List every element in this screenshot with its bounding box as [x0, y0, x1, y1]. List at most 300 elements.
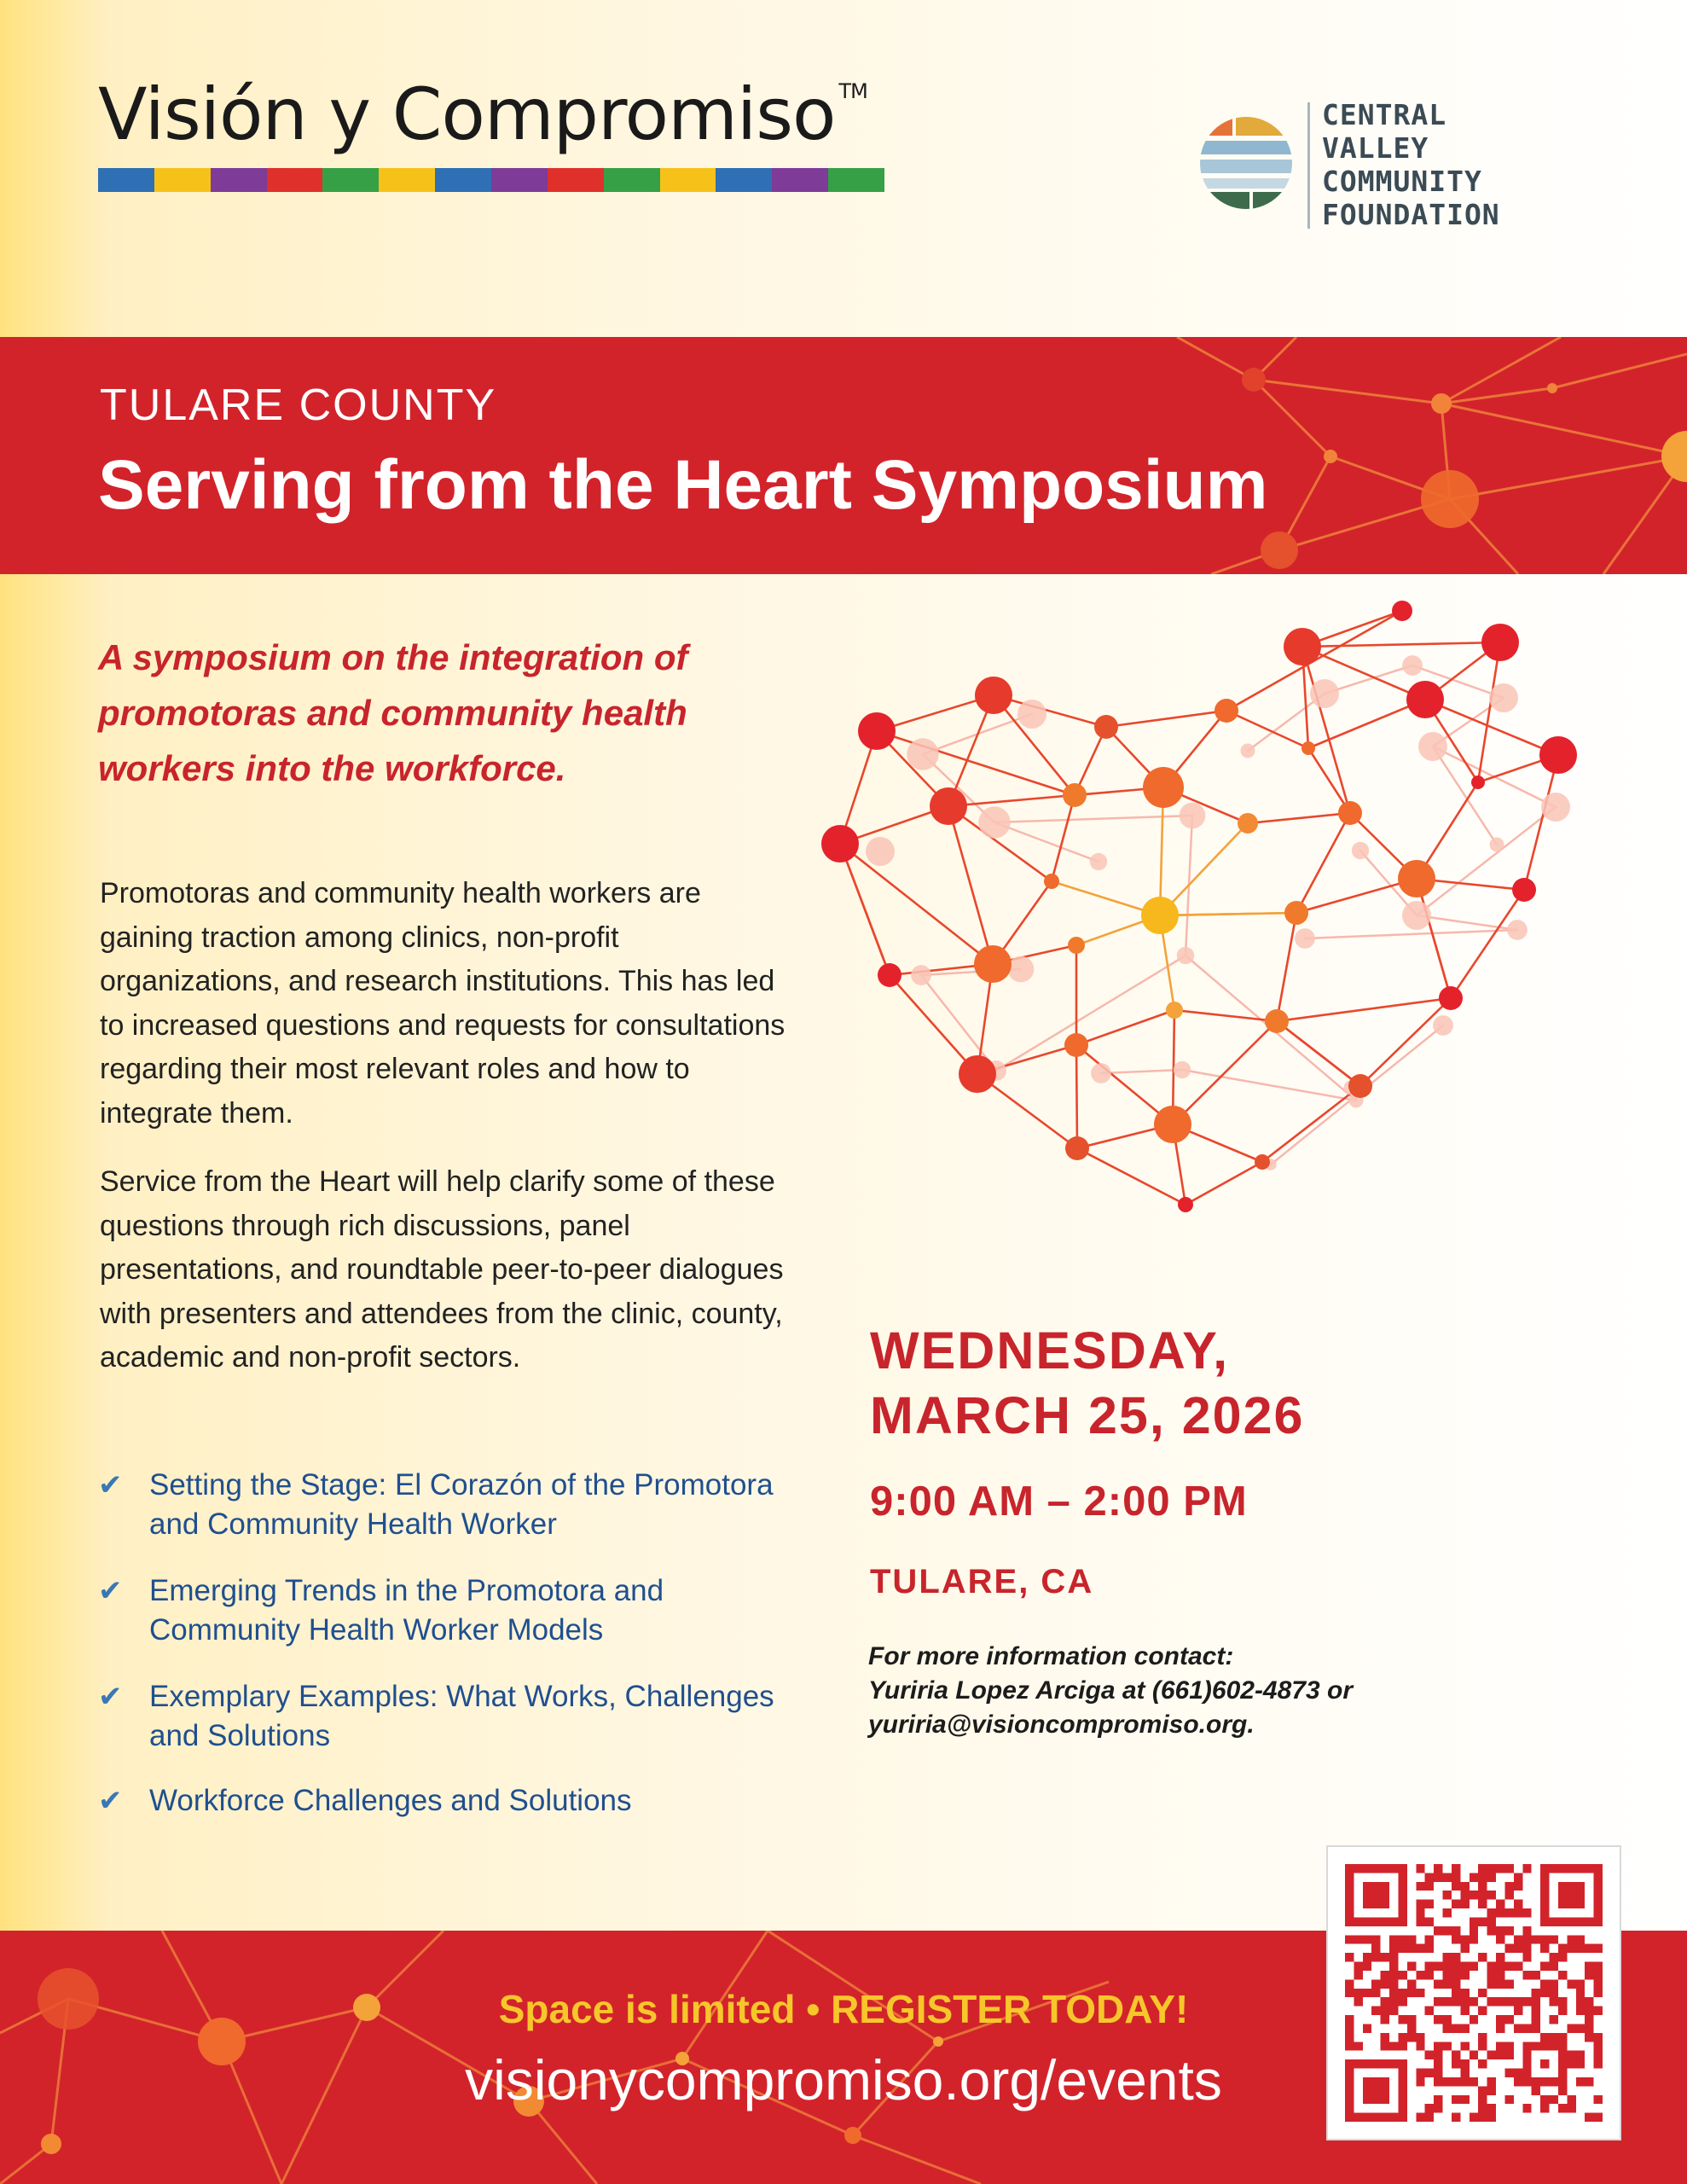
qr-module — [1567, 2095, 1575, 2104]
qr-module — [1532, 1989, 1540, 1997]
qr-module — [1585, 2024, 1593, 2032]
qr-module — [1567, 1944, 1575, 1953]
qr-module — [1594, 1944, 1603, 1953]
qr-module — [1504, 1944, 1513, 1953]
qr-module — [1407, 2015, 1416, 2024]
qr-module — [1487, 1971, 1496, 1979]
qr-module — [1550, 1989, 1558, 1997]
qr-module — [1478, 2033, 1487, 2042]
qr-module — [1443, 1891, 1452, 1899]
registration-url-text[interactable]: visionycompromiso.org/events — [465, 2048, 1222, 2111]
qr-module — [1567, 1935, 1575, 1943]
qr-module — [1443, 2077, 1452, 2086]
qr-module — [1532, 1997, 1540, 2006]
qr-module — [1470, 1997, 1478, 2006]
qr-module — [1425, 1882, 1434, 1891]
qr-module — [1443, 1908, 1452, 1917]
heart-network-link — [1076, 1010, 1174, 1045]
qr-module — [1532, 1935, 1540, 1943]
qr-module — [1558, 2033, 1567, 2042]
heart-network-link — [1277, 1021, 1360, 1086]
qr-module — [1540, 2104, 1549, 2112]
strip-segment — [772, 168, 828, 192]
topic-list — [98, 1466, 815, 1848]
qr-module — [1487, 1979, 1496, 1988]
qr-module — [1504, 1997, 1513, 2006]
qr-module — [1460, 1944, 1469, 1953]
register-cta-text: Space is limited • REGISTER TODAY! — [498, 1987, 1189, 2031]
qr-module — [1407, 2024, 1416, 2032]
qr-module — [1345, 1935, 1354, 1943]
qr-module — [1345, 2015, 1354, 2024]
checkmark-icon: ✔ — [98, 1469, 123, 1502]
qr-module — [1381, 2042, 1389, 2050]
strip-segment — [98, 168, 154, 192]
heart-network-node — [959, 1055, 996, 1093]
qr-module — [1576, 2007, 1585, 2015]
qr-module — [1496, 2024, 1504, 2032]
qr-module — [1487, 1891, 1496, 1899]
qr-module — [1460, 1882, 1469, 1891]
qr-module — [1460, 2059, 1469, 2068]
qr-module — [1487, 1997, 1496, 2006]
qr-module — [1550, 1997, 1558, 2006]
qr-module — [1487, 2077, 1496, 2086]
checkmark-icon: ✔ — [98, 1575, 123, 1607]
qr-module — [1381, 1997, 1389, 2006]
qr-module — [1514, 1900, 1522, 1908]
heart-network-link — [994, 822, 1099, 862]
heart-network-node — [1348, 1074, 1372, 1098]
qr-module — [1452, 1971, 1460, 1979]
qr-module — [1452, 1900, 1460, 1908]
heart-network-node — [1063, 783, 1087, 807]
heart-network-node — [1406, 681, 1444, 718]
qr-module — [1470, 2113, 1478, 2122]
qr-module — [1434, 1962, 1442, 1971]
qr-module — [1594, 1989, 1603, 1997]
qr-module — [1576, 2077, 1585, 2086]
qr-module — [1389, 1944, 1398, 1953]
qr-module — [1487, 2051, 1496, 2059]
qr-module — [1594, 2007, 1603, 2015]
qr-module — [1460, 2095, 1469, 2104]
qr-module — [1452, 1962, 1460, 1971]
heart-network-node — [1352, 842, 1369, 859]
org-logo-name: Visión y Compromiso — [98, 73, 836, 156]
qr-module — [1371, 1979, 1380, 1988]
heart-network-node — [1215, 699, 1238, 723]
qr-module — [1425, 1971, 1434, 1979]
heart-network-link — [1160, 823, 1248, 915]
qr-module — [1540, 1979, 1549, 1988]
heart-network-link — [1186, 1162, 1262, 1205]
qr-module — [1416, 2077, 1424, 2086]
heart-network-node — [1065, 1136, 1089, 1160]
heart-network-node — [1471, 775, 1485, 789]
heart-network-node — [1064, 1033, 1088, 1057]
heart-network-link — [1277, 998, 1451, 1021]
heart-network-node — [1310, 679, 1339, 708]
qr-module — [1381, 1979, 1389, 1988]
qr-module — [1558, 2104, 1567, 2112]
heart-network-illustration — [806, 589, 1591, 1220]
qr-module — [1407, 1962, 1416, 1971]
heart-network-node — [1090, 853, 1107, 870]
qr-module — [1425, 1962, 1434, 1971]
qr-module — [1585, 2113, 1593, 2122]
qr-module — [1496, 2042, 1504, 2050]
qr-module — [1460, 1891, 1469, 1899]
heart-network-node — [1091, 1063, 1111, 1083]
qr-module — [1522, 1953, 1531, 1961]
heart-network-node — [1481, 624, 1519, 661]
qr-module — [1452, 2059, 1460, 2068]
qr-module — [1425, 2069, 1434, 2077]
heart-network-link — [1296, 813, 1350, 913]
qr-module — [1434, 2059, 1442, 2068]
qr-module — [1434, 2095, 1442, 2104]
partner-line-2: VALLEY — [1322, 131, 1429, 165]
qr-module — [1434, 2042, 1442, 2050]
qr-module — [1470, 2077, 1478, 2086]
heart-network-node — [821, 825, 859, 863]
qr-module — [1478, 2042, 1487, 2050]
qr-module — [1532, 2015, 1540, 2024]
qr-module — [1514, 1935, 1522, 1943]
qr-module — [1416, 2033, 1424, 2042]
partner-logo — [1198, 98, 1557, 230]
qr-module — [1576, 1989, 1585, 1997]
qr-module — [1567, 1979, 1575, 1988]
qr-module — [1363, 1882, 1389, 1908]
event-day: MARCH 25, 2026 — [870, 1386, 1305, 1444]
description-paragraph-2: Service from the Heart will help clarify some of these questions through rich discussions, panel presentations, and roundtable peer-to-peer dialogues with presenters and attendees from the clinic, county, academic and non-profit sectors. — [100, 1165, 784, 1374]
qr-module — [1478, 2007, 1487, 2015]
qr-module — [1460, 2007, 1469, 2015]
qr-module — [1487, 1917, 1496, 1926]
contact-email[interactable]: yuriria@visioncompromiso.org. — [868, 1711, 1255, 1739]
qr-module — [1416, 1908, 1424, 1917]
qr-module — [1381, 1971, 1389, 1979]
heart-network-link — [1360, 998, 1451, 1086]
qr-module — [1504, 1882, 1513, 1891]
qr-module — [1496, 1997, 1504, 2006]
qr-module — [1514, 1962, 1522, 1971]
heart-network-node — [858, 712, 896, 750]
qr-module — [1576, 1997, 1585, 2006]
qr-module — [1576, 2024, 1585, 2032]
qr-module — [1345, 2024, 1354, 2032]
topic-item — [98, 1781, 815, 1821]
qr-module — [1470, 1935, 1478, 1943]
qr-module — [1354, 1997, 1362, 2006]
qr-module — [1504, 2051, 1513, 2059]
heart-network-node — [1178, 1197, 1193, 1212]
strip-segment — [267, 168, 323, 192]
qr-module — [1398, 2015, 1406, 2024]
qr-module — [1416, 1944, 1424, 1953]
qr-module — [1550, 1962, 1558, 1971]
qr-module — [1478, 1873, 1487, 1881]
qr-module — [1522, 1997, 1531, 2006]
heart-network-node — [1255, 1154, 1270, 1170]
contact-heading: For more information contact: — [868, 1642, 1234, 1670]
qr-module — [1496, 1953, 1504, 1961]
heart-network-node — [1068, 937, 1085, 954]
qr-module — [1504, 1979, 1513, 1988]
heart-network-node — [1418, 732, 1447, 761]
qr-module — [1478, 2059, 1487, 2068]
checkmark-icon: ✔ — [98, 1681, 123, 1713]
qr-module — [1416, 2069, 1424, 2077]
qr-module — [1594, 2059, 1603, 2068]
partner-line-1: CENTRAL — [1322, 98, 1447, 131]
qr-module — [1425, 1944, 1434, 1953]
qr-module — [1460, 2042, 1469, 2050]
qr-module — [1514, 1997, 1522, 2006]
heart-network-node — [1338, 801, 1362, 825]
qr-module — [1345, 1989, 1354, 1997]
qr-module — [1398, 1997, 1406, 2006]
qr-module — [1478, 1917, 1487, 1926]
qr-module — [1567, 2051, 1575, 2059]
qr-module — [1496, 1935, 1504, 1943]
qr-module — [1363, 1989, 1371, 1997]
qr-module — [1434, 2077, 1442, 2086]
county-label: TULARE COUNTY — [100, 380, 497, 430]
qr-module — [1452, 1935, 1460, 1943]
qr-module — [1452, 2024, 1460, 2032]
qr-module — [1585, 1971, 1593, 1979]
qr-module — [1398, 2033, 1406, 2042]
qr-module — [1478, 1953, 1487, 1961]
qr-module — [1478, 1864, 1487, 1873]
cvcf-emblem-icon — [1198, 115, 1294, 211]
qr-module — [1522, 2024, 1531, 2032]
heart-network-node — [878, 963, 901, 987]
heart-network-node — [1284, 628, 1321, 665]
topic-text: Workforce Challenges and Solutions — [149, 1784, 632, 1817]
qr-module — [1371, 1953, 1380, 1961]
topic-item — [98, 1677, 815, 1756]
qr-module — [1470, 1962, 1478, 1971]
qr-module — [1425, 2007, 1434, 2015]
qr-module — [1496, 1926, 1504, 1935]
heart-network-node — [1241, 744, 1255, 758]
heart-network-node — [1284, 901, 1308, 925]
qr-module — [1434, 1997, 1442, 2006]
strip-segment — [491, 168, 548, 192]
qr-module — [1487, 1864, 1496, 1873]
qr-module — [1407, 1979, 1416, 1988]
qr-module — [1452, 2113, 1460, 2122]
qr-module — [1460, 1900, 1469, 1908]
qr-module — [1522, 1935, 1531, 1943]
qr-module — [1452, 1926, 1460, 1935]
checkmark-icon: ✔ — [98, 1785, 123, 1817]
heart-network-node — [1439, 986, 1463, 1010]
qr-module — [1443, 1997, 1452, 2006]
topic-text: Setting the Stage: El Corazón of the Promotora and Community Health Worker — [149, 1468, 774, 1541]
heart-network-node — [1017, 700, 1046, 729]
heart-network-node — [1489, 683, 1518, 712]
qr-module — [1540, 2033, 1549, 2042]
qr-module — [1389, 1989, 1398, 1997]
qr-module — [1487, 2113, 1496, 2122]
qr-module — [1434, 2104, 1442, 2112]
qr-module — [1540, 1935, 1549, 1943]
qr-module — [1522, 1926, 1531, 1935]
qr-module — [1514, 1882, 1522, 1891]
qr-module — [1398, 1944, 1406, 1953]
qr-module — [1558, 1997, 1567, 2006]
qr-module — [1576, 1979, 1585, 1988]
qr-module — [1345, 2033, 1354, 2042]
registration-qr-code[interactable] — [1326, 1845, 1621, 2140]
qr-module — [1514, 2007, 1522, 2015]
qr-module — [1585, 1997, 1593, 2006]
heart-network-link — [1417, 807, 1556, 915]
qr-module — [1416, 1989, 1424, 1997]
qr-module — [1522, 2104, 1531, 2112]
qr-module — [1550, 1979, 1558, 1988]
qr-module — [1504, 1962, 1513, 1971]
qr-module — [1594, 2042, 1603, 2050]
heart-network-node — [975, 677, 1012, 714]
qr-module — [1460, 2077, 1469, 2086]
qr-code-icon — [1345, 1864, 1603, 2122]
qr-module — [1416, 2113, 1424, 2122]
event-tagline: A symposium on the integration of promotoras and community health workers into the workforce. — [98, 637, 688, 788]
qr-module — [1443, 1873, 1452, 1881]
strip-segment — [435, 168, 491, 192]
qr-module — [1407, 1935, 1416, 1943]
qr-module — [1460, 1935, 1469, 1943]
qr-module — [1434, 2015, 1442, 2024]
qr-module — [1558, 2086, 1567, 2094]
heart-network-node — [1177, 947, 1194, 964]
qr-module — [1504, 1891, 1513, 1899]
qr-module — [1354, 1935, 1362, 1943]
heart-network-node — [1044, 874, 1059, 889]
qr-module — [1460, 1962, 1469, 1971]
heart-network-node — [1174, 1061, 1191, 1078]
heart-network-node — [1433, 1015, 1453, 1036]
qr-module — [1381, 1953, 1389, 1961]
qr-module — [1460, 1989, 1469, 1997]
partner-logo-text — [1322, 98, 1500, 231]
strip-segment — [211, 168, 267, 192]
qr-module — [1389, 1935, 1398, 1943]
heart-network-link — [1101, 1070, 1182, 1073]
topic-item — [98, 1466, 815, 1544]
qr-module — [1434, 2051, 1442, 2059]
qr-module — [1487, 2104, 1496, 2112]
qr-module — [1381, 2007, 1389, 2015]
qr-module — [1452, 1953, 1460, 1961]
qr-module — [1363, 1962, 1371, 1971]
qr-module — [1585, 1962, 1593, 1971]
qr-module — [1460, 1971, 1469, 1979]
qr-module — [1496, 1971, 1504, 1979]
heart-network-node — [1507, 920, 1528, 940]
qr-module — [1594, 2095, 1603, 2104]
heart-network-node — [1154, 1106, 1191, 1143]
qr-module — [1540, 2059, 1549, 2068]
heart-network-node — [978, 806, 1010, 838]
qr-module — [1381, 2033, 1389, 2042]
heart-network-link — [1305, 930, 1517, 938]
qr-module — [1470, 2015, 1478, 2024]
qr-module — [1443, 2042, 1452, 2050]
heart-network-node — [1541, 793, 1570, 822]
qr-module — [1363, 2024, 1371, 2032]
qr-module — [1416, 1971, 1424, 1979]
qr-module — [1371, 1935, 1380, 1943]
qr-module — [1496, 1979, 1504, 1988]
contact-info — [868, 1640, 1482, 1742]
qr-module — [1585, 2007, 1593, 2015]
qr-module — [1363, 2077, 1389, 2104]
qr-module — [1585, 1944, 1593, 1953]
qr-module — [1434, 1926, 1442, 1935]
description-paragraph-1: Promotoras and community health workers are gaining traction among clinics, non-profit organizations, and research institutions. This has led to increased questions and requests for consultations regarding their most relevant roles and how to integrate them. — [100, 877, 786, 1130]
qr-module — [1389, 1979, 1398, 1988]
heart-network-node — [1143, 767, 1184, 808]
qr-module — [1452, 1864, 1460, 1873]
heart-network-node — [907, 738, 938, 770]
qr-module — [1354, 2042, 1362, 2050]
qr-module — [1496, 2051, 1504, 2059]
qr-module — [1522, 1908, 1531, 1917]
heart-network-node — [1402, 901, 1431, 930]
qr-module — [1434, 1864, 1442, 1873]
heart-network-node — [911, 965, 931, 985]
qr-module — [1425, 1935, 1434, 1943]
qr-module — [1496, 1908, 1504, 1917]
qr-module — [1478, 1900, 1487, 1908]
qr-module — [1550, 2033, 1558, 2042]
qr-module — [1452, 2077, 1460, 2086]
qr-module — [1540, 1989, 1549, 1997]
qr-module — [1452, 1997, 1460, 2006]
contact-person-phone: Yuriria Lopez Arciga at (661)602-4873 or — [868, 1676, 1354, 1705]
qr-module — [1522, 1971, 1531, 1979]
qr-module — [1425, 2051, 1434, 2059]
heart-network-node — [1265, 1009, 1289, 1033]
qr-module — [1594, 1979, 1603, 1988]
heart-network-link — [1451, 890, 1524, 998]
heart-network-node — [1539, 736, 1577, 774]
qr-module — [1558, 1953, 1567, 1961]
qr-module — [1576, 2051, 1585, 2059]
qr-module — [1443, 2024, 1452, 2032]
qr-module — [1585, 2015, 1593, 2024]
qr-module — [1389, 1971, 1398, 1979]
qr-module — [1354, 1989, 1362, 1997]
qr-module — [1478, 1989, 1487, 1997]
qr-module — [1478, 2104, 1487, 2112]
qr-module — [1416, 2042, 1424, 2050]
qr-module — [1470, 1873, 1478, 1881]
qr-module — [1345, 1953, 1354, 1961]
strip-segment — [716, 168, 772, 192]
heart-network-node — [1490, 838, 1504, 852]
strip-segment — [660, 168, 716, 192]
qr-module — [1550, 1935, 1558, 1943]
qr-module — [1594, 1971, 1603, 1979]
